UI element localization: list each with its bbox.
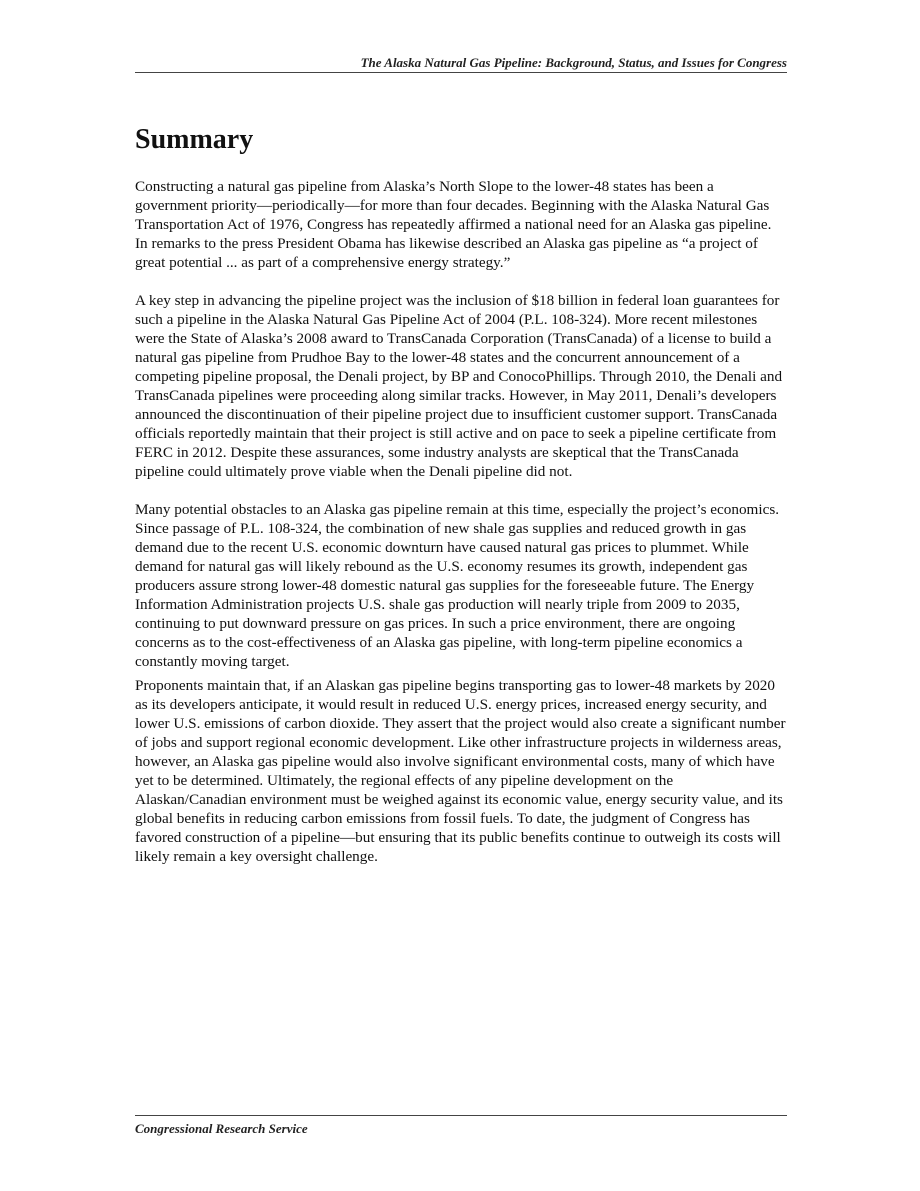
section-title: Summary <box>135 124 254 155</box>
footer-organization: Congressional Research Service <box>135 1121 308 1136</box>
header-divider <box>135 72 787 73</box>
paragraph-2: A key step in advancing the pipeline project was the inclusion of $18 billion in federal loan guarantees for such a pipeline in the Alaska Natural Gas Pipeline Act of 2004 (P.L. 108-324). More recent milestones were the State of Alaska’s 2008 award to TransCanada Corporation (TransCanada) of a license to build a natural gas pipeline from Prudhoe Bay to the lower-48 states and the concurrent announcement of a competing pipeline proposal, the Denali project, by BP and ConocoPhillips. Through 2010, the Denali and TransCanada pipelines were proceeding along similar tracks. However, in May 2011, Denali’s developers announced the discontinuation of their pipeline project due to insufficient customer support. TransCanada officials reportedly maintain that their project is still active and on pace to seek a pipeline certificate from FERC in 2012. Despite these assurances, some industry analysts are skeptical that the TransCanada pipeline could ultimately prove viable when the Denali pipeline did not. <box>135 292 783 480</box>
paragraph-1: Constructing a natural gas pipeline from Alaska’s North Slope to the lower-48 states has been a government priority—periodically—for more than four decades. Beginning with the Alaska Natural Gas Transportation Act of 1976, Congress has repeatedly affirmed a national need for an Alaska gas pipeline. In remarks to the press President Obama has likewise described an Alaska gas pipeline as “a project of great potential ... as part of a comprehensive energy strategy.” <box>135 178 772 271</box>
running-header: The Alaska Natural Gas Pipeline: Background, Status, and Issues for Congress <box>360 55 787 70</box>
summary-body <box>135 177 787 885</box>
footer-divider <box>135 1115 787 1116</box>
paragraph-3: Many potential obstacles to an Alaska gas pipeline remain at this time, especially the project’s economics. Since passage of P.L. 108-324, the combination of new shale gas supplies and reduced growth in gas demand due to the recent U.S. economic downturn have caused natural gas prices to plummet. While demand for natural gas will likely rebound as the U.S. economy resumes its growth, independent gas producers assure strong lower-48 domestic natural gas supplies for the foreseeable future. The Energy Information Administration projects U.S. shale gas production will nearly triple from 2009 to 2035, continuing to put downward pressure on gas prices. In such a price environment, there are ongoing concerns as to the cost-effectiveness of an Alaska gas pipeline, with long-term pipeline economics a constantly moving target. <box>135 501 780 670</box>
paragraph-4: Proponents maintain that, if an Alaskan gas pipeline begins transporting gas to lower-48 markets by 2020 as its developers anticipate, it would result in reduced U.S. energy prices, increased energy security, and lower U.S. emissions of carbon dioxide. They assert that the project would also create a significant number of jobs and support regional economic development. Like other infrastructure projects in wilderness areas, however, an Alaska gas pipeline would also involve significant environmental costs, many of which have yet to be determined. Ultimately, the regional effects of any pipeline development on the Alaskan/Canadian environment must be weighed against its economic value, energy security value, and its global benefits in reducing carbon emissions from fossil fuels. To date, the judgment of Congress has favored construction of a pipeline—but ensuring that its public benefits continue to outweigh its costs will likely remain a key oversight challenge. <box>135 677 786 865</box>
